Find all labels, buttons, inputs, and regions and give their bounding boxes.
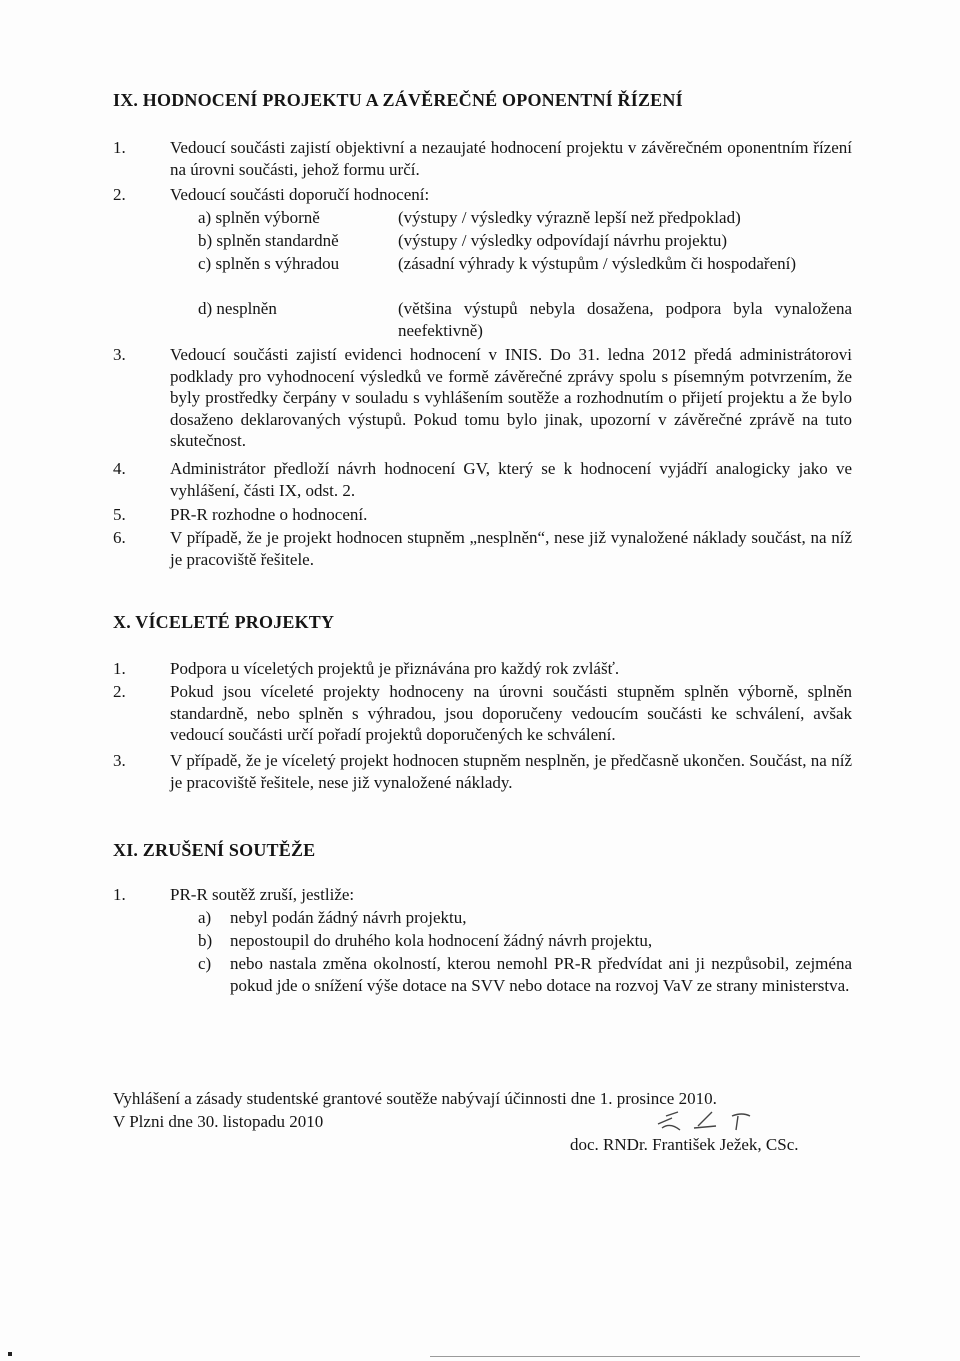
section-10-title: X. VÍCELETÉ PROJEKTY: [113, 612, 335, 632]
item-text: V případě, že je projekt hodnocen stupněm „nesplněn“, nese již vynaložené náklady součást, na níž je pracoviště řešitele.: [170, 528, 852, 569]
section-9-title: IX. HODNOCENÍ PROJEKTU A ZÁVĚREČNÉ OPONENTNÍ ŘÍZENÍ: [113, 90, 683, 110]
item-text: Vedoucí součásti zajistí evidenci hodnocení v INIS. Do 31. ledna 2012 předá administrátorovi podklady pro vyhodnocení výsledků ve formě závěrečné zprávy spolu s písemným potvrzením, že byly prostředky čerpány v souladu s vyhlášením soutěže a rozhodnutím o přijetí projektu a že bylo dosaženo deklarovaných výstupů. Pokud tomu bylo jinak, upozorní v závěrečné zprávě na tuto skutečnost.: [170, 345, 852, 450]
place-and-date: V Plzni dne 30. listopadu 2010: [113, 1112, 324, 1131]
item-text: Vedoucí součásti doporučí hodnocení:: [170, 185, 430, 204]
rating-label: a) splněn výborně: [198, 208, 320, 227]
item-number: 4.: [113, 459, 126, 478]
item-number: 2.: [113, 682, 126, 701]
item-text: PR-R soutěž zruší, jestliže:: [170, 885, 355, 904]
rating-label: b) splněn standardně: [198, 231, 339, 250]
item-number: 3.: [113, 751, 126, 770]
item-text: V případě, že je víceletý projekt hodnocen stupněm nesplněn, je předčasně ukončen. Součást, na níž je pracoviště řešitele, nese již vynaložené náklady.: [170, 751, 852, 792]
rating-label: d) nesplněn: [198, 299, 277, 318]
scan-artifact-dot: [8, 1352, 12, 1356]
signatory-name: doc. RNDr. František Ježek, CSc.: [570, 1135, 799, 1154]
item-number: 3.: [113, 345, 126, 364]
item-number: 1.: [113, 138, 126, 157]
scan-artifact-line: [430, 1356, 860, 1357]
subitem-letter: b): [198, 931, 213, 950]
item-text: PR-R rozhodne o hodnocení.: [170, 505, 368, 524]
item-number: 6.: [113, 528, 126, 547]
section-11-title: XI. ZRUŠENÍ SOUTĚŽE: [113, 840, 316, 860]
subitem-letter: a): [198, 908, 212, 927]
rating-desc: (výstupy / výsledky výrazně lepší než předpoklad): [398, 208, 741, 227]
item-text: Podpora u víceletých projektů je přiznávána pro každý rok zvlášť.: [170, 659, 620, 678]
rating-label: c) splněn s výhradou: [198, 254, 340, 273]
item-text: Pokud jsou víceleté projekty hodnoceny na úrovni součásti stupněm splněn výborně, splněn standardně, nebo splněn s výhradou, jsou doporučeny vedoucím součásti ke schválení, avšak vedoucí součásti určí pořadí projektů doporučených ke schválení.: [170, 682, 852, 744]
item-number: 2.: [113, 185, 126, 204]
rating-desc: (zásadní výhrady k výstupům / výsledkům či hospodaření): [398, 254, 797, 273]
item-number: 1.: [113, 659, 126, 678]
item-text: Vedoucí součásti zajistí objektivní a nezaujaté hodnocení projektu v závěrečném oponentním řízení na úrovni součásti, jehož formu určí.: [170, 138, 852, 179]
effective-date-note: Vyhlášení a zásady studentské grantové soutěže nabývají účinnosti dne 1. prosince 2010.: [113, 1089, 717, 1108]
item-number: 5.: [113, 505, 126, 524]
subitem-text: nebyl podán žádný návrh projektu,: [230, 908, 467, 927]
item-text: Administrátor předloží návrh hodnocení GV, který se k hodnocení vyjádří analogicky jako ve vyhlášení, části IX, odst. 2.: [170, 459, 852, 500]
subitem-text: nebo nastala změna okolností, kterou nemohl PR-R předvídat ani ji nezpůsobil, zejména pokud jde o snížení výše dotace na SVV nebo dotace na rozvoj VaV ze strany ministerstva.: [230, 954, 852, 995]
item-number: 1.: [113, 885, 126, 904]
subitem-letter: c): [198, 954, 212, 973]
rating-desc: (výstupy / výsledky odpovídají návrhu projektu): [398, 231, 728, 250]
rating-desc: (většina výstupů nebyla dosažena, podpora byla vynaložena neefektivně): [398, 299, 852, 340]
subitem-text: nepostoupil do druhého kola hodnocení žádný návrh projektu,: [230, 931, 653, 950]
